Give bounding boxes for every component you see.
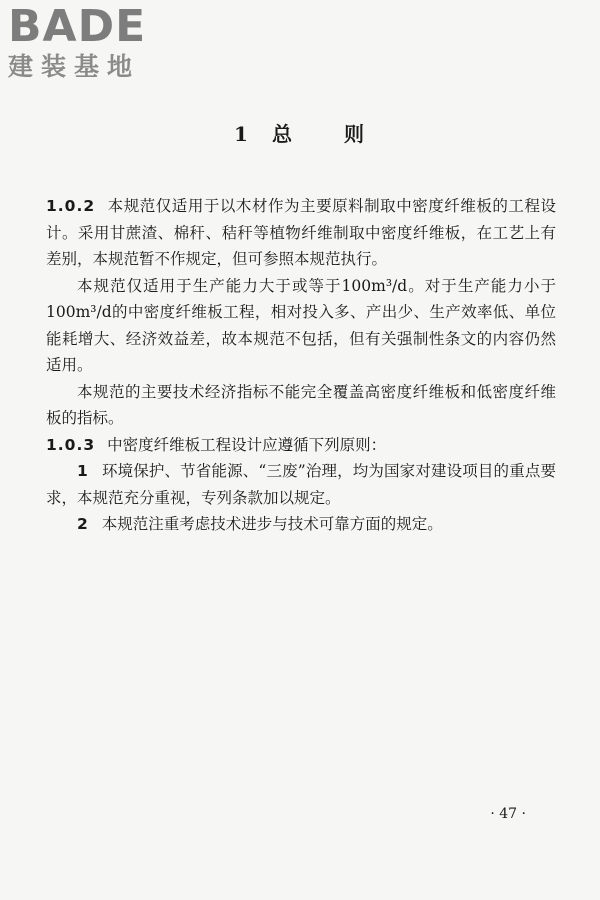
clause-1-0-2 [46,193,556,273]
item-number: 2 [77,515,88,533]
chapter-title-part2: 则 [343,122,366,146]
clause-text: 中密度纤维板工程设计应遵循下列原则： [107,435,387,454]
list-item [46,458,556,511]
item-text: 环境保护、节省能源、“三废”治理，均为国家对建设项目的重点要求，本规范充分重视，专列条款加以规定。 [46,462,556,507]
chapter-heading [0,118,600,147]
clause-1-0-3 [46,432,556,459]
clause-number: 1.0.3 [46,435,96,454]
paragraph: 本规范仅适用于生产能力大于或等于100m³/d。对于生产能力小于100m³/d的中密度纤维板工程，相对投入多、产出少、生产效率低、单位能耗增大、经济效益差，故本规范不包括，但有关强制性条文的内容仍然适用。 [46,276,556,374]
logo-subtitle: 建装基地 [8,52,141,81]
document-body [46,193,556,538]
clause-text: 本规范仅适用于以木材作为主要原料制取中密度纤维板的工程设计。采用甘蔗渣、棉秆、秸秆等植物纤维制取中密度纤维板，在工艺上有差别，本规范暂不作规定，但可参照本规范执行。 [46,197,556,268]
chapter-title-part1: 总 [271,122,294,146]
list-item [46,511,556,538]
item-text: 本规范注重考虑技术进步与技术可靠方面的规定。 [101,515,443,533]
page-number: · 47 · [490,806,526,822]
paragraph: 本规范的主要技术经济指标不能完全覆盖高密度纤维板和低密度纤维板的指标。 [46,382,556,427]
item-number: 1 [77,462,88,480]
chapter-number: 1 [234,122,250,146]
logo-mark: BADE [8,1,147,52]
clause-number: 1.0.2 [46,197,96,215]
brand-logo [8,1,178,82]
